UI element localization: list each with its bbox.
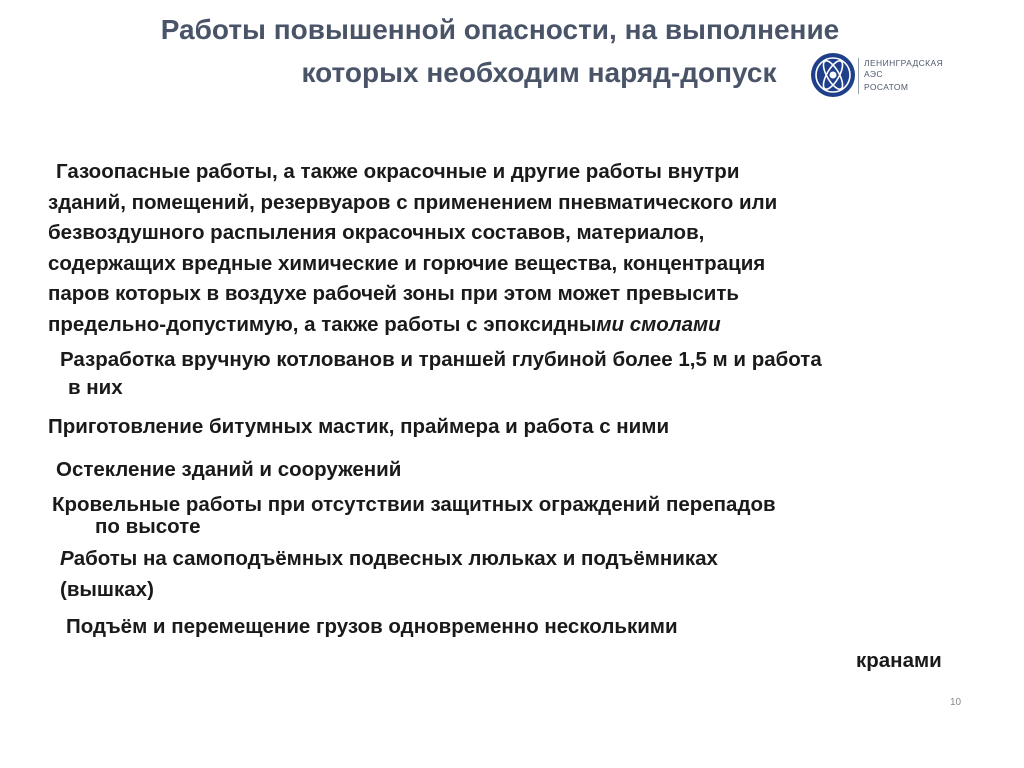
- hazard-item-roofing: [52, 490, 776, 542]
- item-line: Остекление зданий и сооружений: [56, 458, 402, 481]
- logo-text: [864, 58, 943, 93]
- slide-title: [60, 8, 940, 94]
- page-number: 10: [950, 697, 962, 708]
- item-line-last: [48, 310, 777, 341]
- hazard-item-excavation: [60, 345, 822, 403]
- item-line: содержащих вредные химические и горючие вещества, концентрация: [48, 251, 766, 275]
- item-line: Газоопасные работы, а также окрасочные и другие работы внутри: [56, 160, 740, 183]
- item-line: безвоздушного распыления окрасочных составов, материалов,: [48, 221, 705, 244]
- logo-line-2: АЭС: [864, 69, 883, 79]
- slide-title-line-2: которых необходим наряд-допуск: [301, 57, 777, 88]
- hazard-item-gas-and-painting: [48, 157, 777, 340]
- item-line: Подъём и перемещение грузов одновременно несколькими: [66, 615, 678, 638]
- item-line: зданий, помещений, резервуаров с применением пневматического или: [48, 190, 778, 214]
- item-line: Приготовление битумных мастик, праймера и работа с ними: [48, 415, 670, 438]
- item-line-last-plain: предельно-допустимую, а также работы с эпоксидны: [48, 312, 597, 336]
- item-line-last-italic: ми смолами: [596, 312, 721, 336]
- logo-line-3: РОСАТОМ: [864, 82, 909, 92]
- item-line: в них: [68, 375, 123, 399]
- rosatom-logo: [810, 52, 970, 102]
- item-line: кранами: [856, 648, 942, 672]
- logo-line-1: ЛЕНИНГРАДСКАЯ: [864, 58, 944, 68]
- hazard-item-bitumen: [48, 412, 669, 443]
- hazard-item-glazing: [56, 455, 401, 486]
- slide-title-line-1: Работы повышенной опасности, на выполнение: [160, 14, 840, 45]
- item-line: Разработка вручную котлованов и траншей глубиной более 1,5 м и работа: [60, 348, 822, 371]
- item-first-letter-italic: Р: [60, 547, 74, 570]
- item-first-line-rest: аботы на самоподъёмных подвесных люльках и подъёмниках: [73, 547, 718, 570]
- item-line: по высоте: [95, 514, 201, 538]
- item-line: Кровельные работы при отсутствии защитных ограждений перепадов: [52, 493, 776, 516]
- rosatom-atom-icon: [810, 52, 856, 98]
- item-line-first: [60, 544, 718, 575]
- logo-divider: [858, 58, 859, 94]
- item-line: (вышках): [60, 577, 154, 601]
- hazard-item-cradles: [60, 544, 718, 605]
- hazard-item-multi-crane-lifting: [66, 612, 942, 676]
- item-line: паров которых в воздухе рабочей зоны при этом может превысить: [48, 282, 739, 305]
